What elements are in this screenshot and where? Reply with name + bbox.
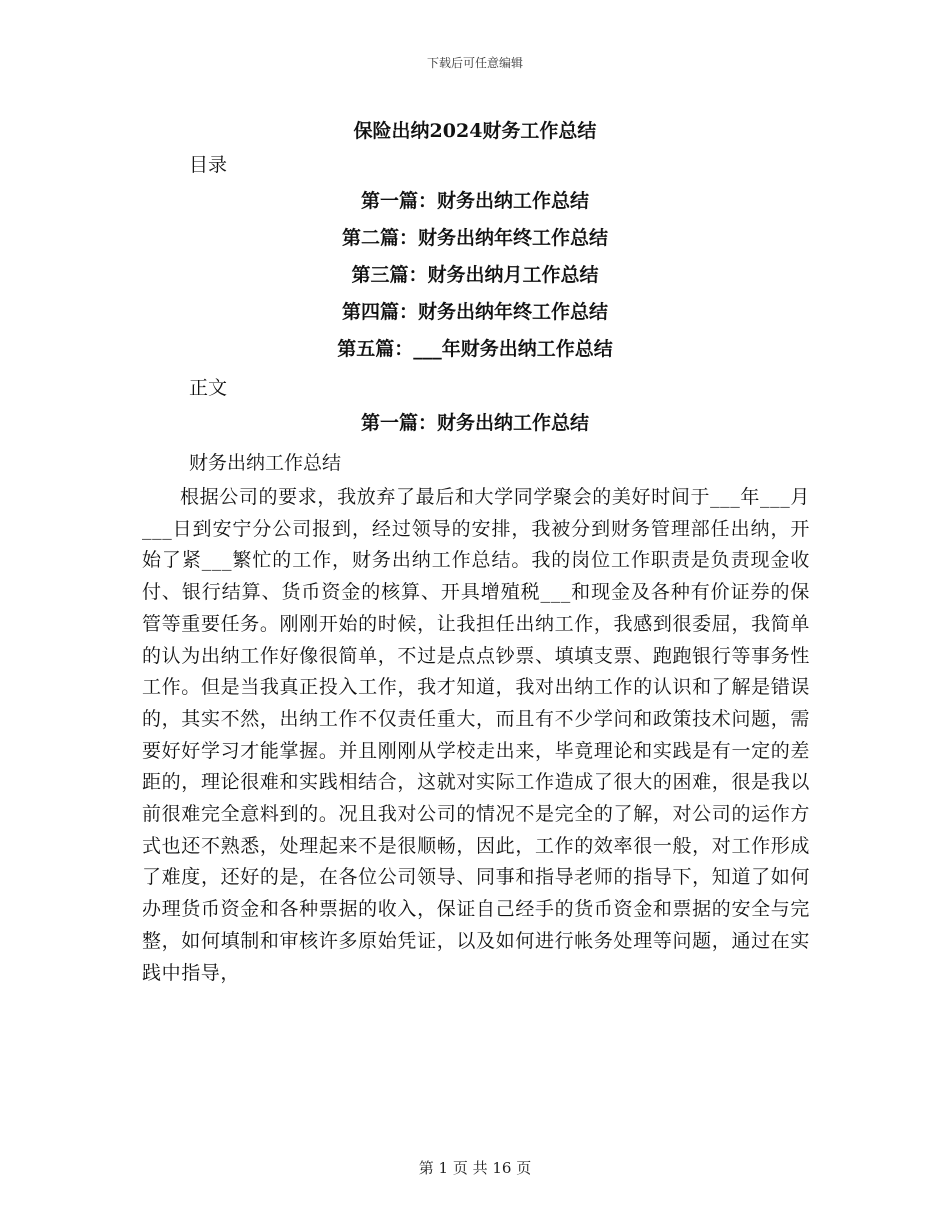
toc-label: 目录 (189, 154, 228, 176)
toc-item-1: 第一篇：财务出纳工作总结 (360, 190, 589, 212)
toc-item-3: 第三篇：财务出纳月工作总结 (351, 264, 599, 286)
toc-item-2: 第二篇：财务出纳年终工作总结 (341, 227, 608, 249)
page-footer: 第 1 页 共 16 页 (418, 1159, 532, 1177)
toc-item-4: 第四篇：财务出纳年终工作总结 (341, 301, 608, 323)
toc-item-5: 第五篇：___年财务出纳工作总结 (337, 338, 613, 360)
body-label: 正文 (189, 377, 228, 399)
table-of-contents (0, 186, 950, 371)
body-paragraph: 根据公司的要求，我放弃了最后和大学同学聚会的美好时间于___年___月___日到安宁分公司报到，经过领导的安排，我被分到财务管理部任出纳，开始了紧___繁忙的工作，财务出纳工作总结。我的岗位工作职责是负责现金收付、银行结算、货币资金的核算、开具增殖税___和现金及各种有价证券的保管等重要任务。刚刚开始的时候，让我担任出纳工作，我感到很委屈，我简单的认为出纳工作好像很简单，不过是点点钞票、填填支票、跑跑银行等事务性工作。但是当我真正投入工作，我才知道，我对出纳工作的认识和了解是错误的，其实不然，出纳工作不仅责任重大，而且有不少学问和政策技术问题，需要好好学习才能掌握。并且刚刚从学校走出来，毕竟理论和实践是有一定的差距的，理论很难和实践相结合，这就对实际工作造成了很大的困难，很是我以前很难完全意料到的。况且我对公司的情况不是完全的了解，对公司的运作方式也还不熟悉，处理起来不是很顺畅，因此，工作的效率很一般，对工作形成了难度，还好的是，在各位公司领导、同事和指导老师的指导下，知道了如何办理货币资金和各种票据的收入，保证自己经手的货币资金和票据的安全与完整，如何填制和审核许多原始凭证，以及如何进行帐务处理等问题，通过在实践中指导， (142, 486, 810, 984)
body-subtitle: 财务出纳工作总结 (189, 452, 342, 474)
document-title: 保险出纳2024财务工作总结 (353, 120, 597, 142)
page-header-note: 下载后可任意编辑 (426, 56, 523, 70)
chapter-heading: 第一篇：财务出纳工作总结 (360, 412, 589, 434)
